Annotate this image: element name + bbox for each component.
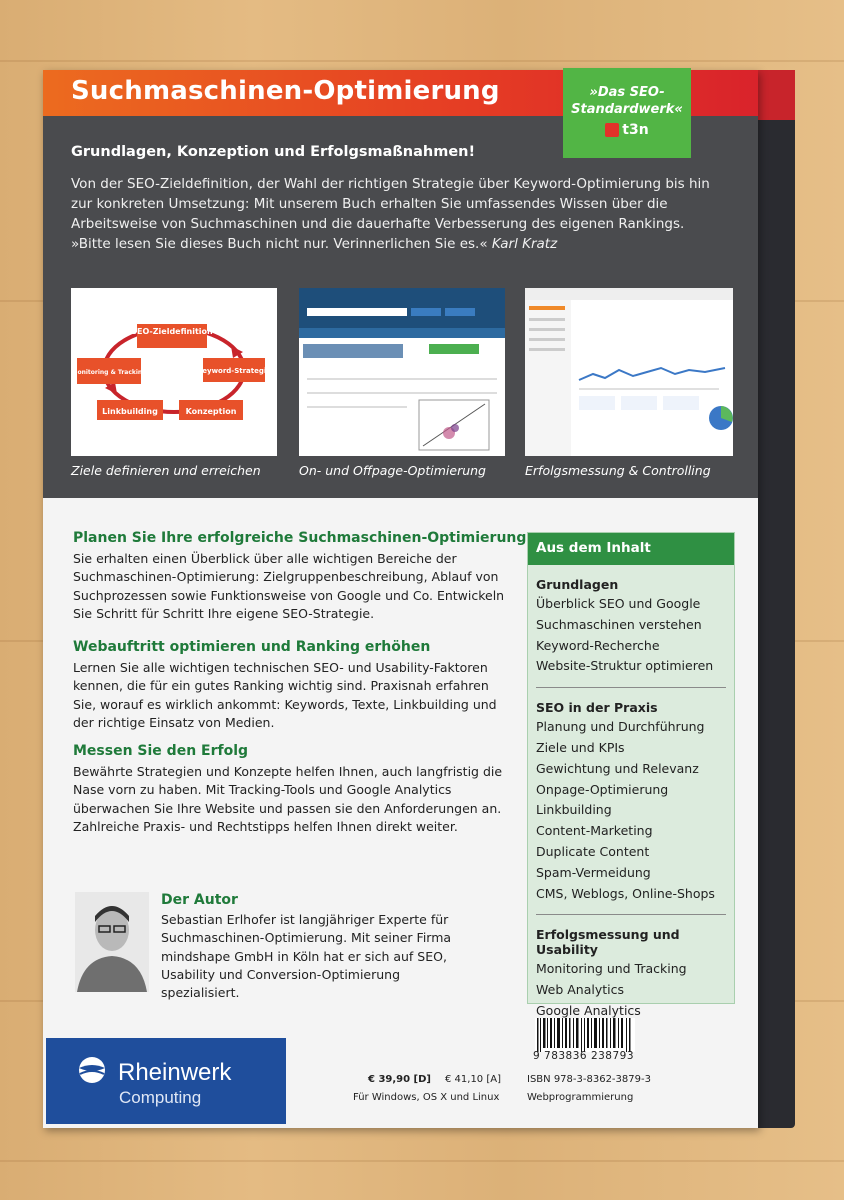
cycle-label-4: Monitoring & Tracking <box>71 369 147 376</box>
book-spine-red-top <box>755 70 795 120</box>
book-subtitle: Grundlagen, Konzeption und Erfolgsmaßnahmen! <box>71 144 476 160</box>
price-de: € 39,90 [D] <box>368 1074 431 1085</box>
analytics-screenshot-svg <box>525 288 733 456</box>
t3n-logo-icon <box>605 123 619 137</box>
toc-item: Website-Struktur optimieren <box>536 658 714 674</box>
toc-item: CMS, Weblogs, Online-Shops <box>536 885 715 901</box>
cycle-diagram-svg <box>71 288 277 456</box>
publisher-logo <box>46 1038 286 1124</box>
toc-group-heading-1: Grundlagen <box>536 577 619 592</box>
author-heading: Der Autor <box>161 892 238 908</box>
book-back-cover <box>43 70 758 1128</box>
platforms: Für Windows, OS X und Linux <box>353 1092 500 1103</box>
section-heading-1: Planen Sie Ihre erfolgreiche Suchmaschinen-Optimierung <box>73 530 527 546</box>
figure-cycle-diagram <box>71 288 277 456</box>
cycle-label-2: Konzeption <box>185 407 237 416</box>
figure-majestic-screenshot <box>299 288 505 456</box>
figure-caption-2: On- und Offpage-Optimierung <box>299 463 486 478</box>
section-heading-3: Messen Sie den Erfolg <box>73 743 249 759</box>
cycle-label-3: Linkbuilding <box>102 407 158 416</box>
author-text: Sebastian Erlhofer ist langjähriger Experte für Suchmaschinen-Optimierung. Mit seiner Firma mindshape GmbH in Köln hat er sich auf SEO, Usability und Conversion-Optimierung spezialisiert. <box>161 912 452 1001</box>
author-photo <box>75 892 149 992</box>
toc-box <box>527 532 735 1018</box>
intro-quote-author: Karl Kratz <box>491 236 558 252</box>
figure-caption-1: Ziele definieren und erreichen <box>71 463 261 478</box>
publisher-name: Rheinwerk <box>118 1059 232 1086</box>
toc-item: Linkbuilding <box>536 802 612 818</box>
section-text-3: Bewährte Strategien und Konzepte helfen Ihnen, auch langfristig die Nase vorn zu haben. Mit Tracking-Tools und Google Analytics überwachen Sie Ihre Website und passen sie den Anforderungen an. Zahlreiche Praxis- und Rechtstipps helfen Ihnen direkt weiter. <box>73 764 503 834</box>
badge-quote: »Das SEO-Standardwerk« <box>571 85 683 117</box>
t3n-badge <box>563 68 691 158</box>
barcode-number: 9 783836 238793 <box>533 1050 635 1062</box>
toc-item: Monitoring und Tracking <box>536 961 687 977</box>
toc-item: Ziele und KPIs <box>536 739 625 755</box>
majestic-screenshot-svg <box>299 288 505 456</box>
cycle-label-0: SEO-Zieldefinition <box>131 327 213 336</box>
section-heading-2: Webauftritt optimieren und Ranking erhöhen <box>73 639 431 655</box>
publisher-imprint: Computing <box>119 1088 202 1107</box>
book-spine <box>755 70 795 1128</box>
cycle-label-1: Keyword-Strategie <box>196 367 272 375</box>
price-at: € 41,10 [A] <box>445 1074 501 1085</box>
isbn: ISBN 978-3-8362-3879-3 <box>527 1074 651 1085</box>
section-text-2: Lernen Sie alle wichtigen technischen SEO- und Usability-Faktoren kennen, die für ein gutes Ranking wichtig sind. Praxisnah erfahren Sie, worauf es wirklich ankommt: Keywords, Texte, Linkbuilding und der richtige Einsatz von Medien. <box>73 660 497 730</box>
toc-item: Überblick SEO und Google <box>536 596 701 611</box>
toc-item: Spam-Vermeidung <box>536 864 651 880</box>
section-text-1: Sie erhalten einen Überblick über alle wichtigen Bereiche der Suchmaschinen-Optimierung: Zielgruppenbeschreibung, Ablauf von Suchprozessen sowie Funktionsweise von Google und Co. Entwickeln Sie Schritt für Schritt Ihre eigene SEO-Strategie. <box>73 551 505 621</box>
category: Webprogrammierung <box>527 1092 634 1103</box>
toc-item: Planung und Durchführung <box>536 719 705 735</box>
intro-quote: »Bitte lesen Sie dieses Buch nicht nur. Verinnerlichen Sie es.« <box>71 236 488 252</box>
author-portrait-svg <box>75 892 149 992</box>
toc-group-heading-3: Erfolgsmessung und Usability <box>536 927 680 958</box>
intro-body: Von der SEO-Zieldefinition, der Wahl der richtigen Strategie über Keyword-Optimierung bis hin zur konkreten Umsetzung: Mit unserem Buch erhalten Sie umfassendes Wissen über die Arbeitsweise von Suchmaschinen und die dauerhafte Verbesserung des eigenen Rankings. <box>71 176 710 232</box>
toc-item: Gewichtung und Relevanz <box>536 760 699 776</box>
rheinwerk-logo-svg <box>46 1038 286 1124</box>
toc-item: Web Analytics <box>536 982 624 998</box>
toc-item: Suchmaschinen verstehen <box>536 616 702 632</box>
badge-brand: t3n <box>622 122 649 138</box>
toc-item: Duplicate Content <box>536 843 650 859</box>
toc-item: Onpage-Optimierung <box>536 781 669 797</box>
toc-item: Content-Marketing <box>536 823 653 839</box>
toc-item: Google Analytics <box>536 1002 641 1018</box>
toc-title: Aus dem Inhalt <box>528 533 734 565</box>
toc-item: Keyword-Recherche <box>536 637 660 653</box>
figure-caption-3: Erfolgsmessung & Controlling <box>525 463 711 478</box>
book-title: Suchmaschinen-Optimierung <box>71 76 500 106</box>
intro-text <box>71 174 711 254</box>
figure-analytics-screenshot <box>525 288 733 456</box>
toc-group-heading-2: SEO in der Praxis <box>536 700 658 716</box>
